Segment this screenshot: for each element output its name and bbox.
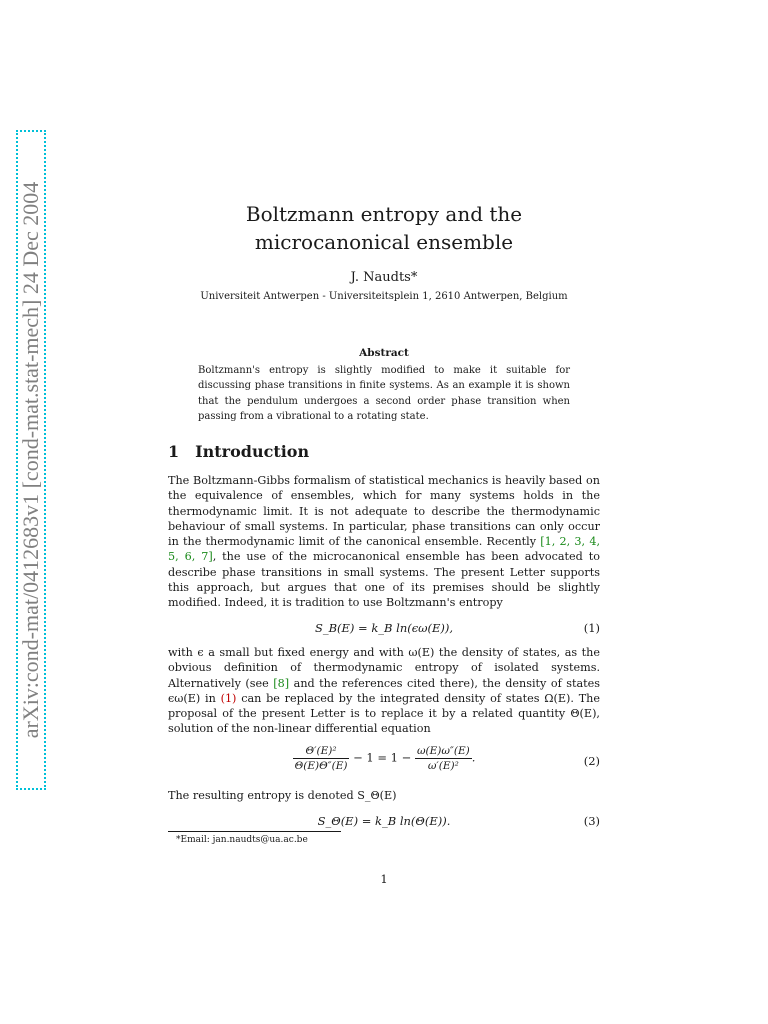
section-heading [168, 442, 309, 461]
paragraph-2-text-b: and the references cited there), the density of states ϵω(E) in [168, 676, 600, 705]
equation-2-body [168, 744, 600, 773]
equation-3-tag: (3) [583, 814, 600, 828]
citation-link-8[interactable]: [8] [273, 676, 290, 690]
equation-2-fraction-left [293, 744, 350, 773]
equation-2 [168, 744, 600, 778]
paragraph-3: The resulting entropy is denoted S_Θ(E) [168, 789, 397, 802]
equation-2-end: . [471, 750, 476, 765]
equation-2-numerator-right: ω(E)ω″(E) [416, 745, 470, 757]
paragraph-1-text-b: , the use of the microcanonical ensemble has been advocated to describe phase transitions in small systems. The present Letter supports this approach, but argues that one of its premises should be slightly modified. Indeed, it is tradition to use Boltzmann's entropy [168, 550, 600, 609]
section-title: Introduction [195, 442, 310, 461]
equation-2-fraction-right [415, 744, 472, 773]
equation-2-tag: (2) [583, 754, 600, 768]
equation-1 [168, 621, 600, 641]
equation-2-numerator-left: Θ′(E)² [293, 744, 350, 759]
paragraph-2-text-c: can be replaced by the integrated density of states Ω(E). The proposal of the present Letter is to replace it by a related quantity Θ(E), solution of the non-linear differential equation [168, 691, 600, 736]
section-number: 1 [168, 442, 180, 461]
paragraph-2 [168, 645, 600, 737]
equation-1-body: S_B(E) = k_B ln(ϵω(E)), [314, 621, 454, 635]
paragraph-1-text-a: The Boltzmann-Gibbs formalism of statistical mechanics is heavily based on the equivalence of ensembles, which for many systems holds in the thermodynamic limit. It is not adequate to describe the thermodynamic behaviour of small systems. In particular, phase transitions can only occur in the thermodynamic limit of the canonical ensemble. Recently [168, 474, 600, 548]
abstract-text: Boltzmann's entropy is slightly modified to make it suitable for discussing phase transitions in finite systems. As an example it is shown that the pendulum undergoes a second order phase transition when passing from a vibrational to a rotating state. [198, 365, 570, 422]
arxiv-stamp [16, 130, 46, 790]
paragraph-1 [168, 473, 600, 610]
equation-3-body: S_Θ(E) = k_B ln(Θ(E)). [317, 814, 451, 828]
arxiv-identifier: arXiv:cond-mat/0412683v1 [cond-mat.stat-mech] 24 Dec 2004 [18, 181, 43, 739]
equation-2-denominator-right: ω′(E)² [427, 760, 459, 772]
author-name: J. Naudts* [350, 270, 418, 285]
page-number: 1 [380, 872, 388, 886]
footnote-email: *Email: jan.naudts@ua.ac.be [176, 835, 308, 845]
paragraph-2-text-a: with ϵ a small but fixed energy and with ω(E) the density of states, as the obvious definition of thermodynamic entropy of isolated systems. Alternatively (see [168, 646, 600, 690]
equation-1-tag: (1) [583, 621, 600, 635]
equation-ref-link-1[interactable]: (1) [220, 691, 237, 705]
paper-title: Boltzmann entropy and the microcanonical ensemble [245, 202, 523, 254]
equation-2-middle: − 1 = 1 − [353, 750, 412, 765]
footnote-rule [168, 831, 341, 832]
citation-link-1-7[interactable]: [1, 2, 3, 4, 5, 6, 7] [168, 535, 600, 564]
equation-2-denominator-left: Θ(E)Θ″(E) [294, 760, 348, 772]
abstract-heading: Abstract [359, 347, 409, 359]
author-affiliation: Universiteit Antwerpen - Universiteitsplein 1, 2610 Antwerpen, Belgium [200, 291, 568, 302]
